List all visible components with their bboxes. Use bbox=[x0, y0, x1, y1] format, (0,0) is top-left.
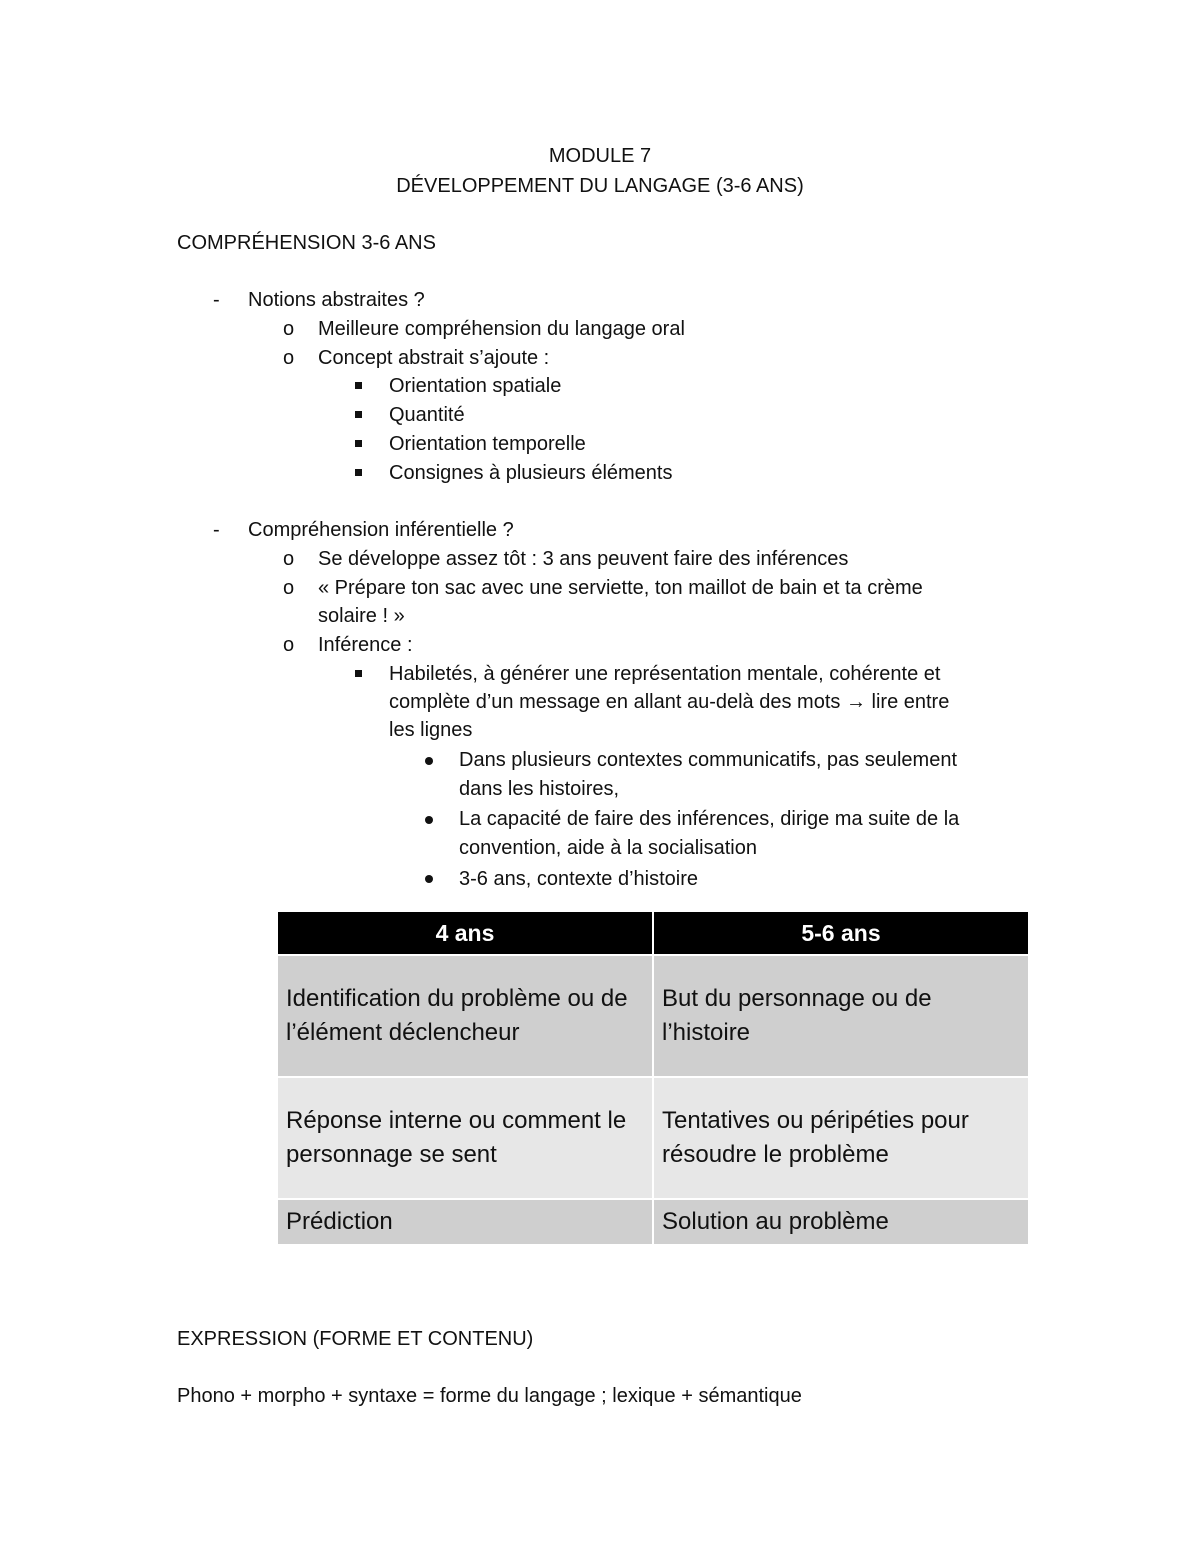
comprehension-inferentielle-label: Compréhension inférentielle ? bbox=[248, 519, 514, 541]
square-bullet-icon bbox=[355, 382, 362, 389]
table-cell: Tentatives ou péripéties pour résoudre le problème bbox=[653, 1077, 1028, 1199]
list-item: La capacité de faire des inférences, dirige ma suite de la bbox=[459, 808, 960, 830]
table-cell: But du personnage ou de l’histoire bbox=[653, 955, 1028, 1077]
round-bullet-icon bbox=[425, 757, 433, 765]
module-number: MODULE 7 bbox=[548, 145, 652, 167]
table-header-row bbox=[278, 912, 1028, 955]
circle-bullet: o bbox=[283, 634, 295, 656]
dash-bullet: - bbox=[213, 289, 220, 311]
list-item: 3-6 ans, contexte d’histoire bbox=[459, 868, 699, 890]
quote-line-2: solaire ! » bbox=[318, 605, 405, 627]
definition-line-1: Habiletés, à générer une représentation mentale, cohérente et bbox=[389, 663, 941, 685]
circle-bullet: o bbox=[283, 347, 295, 369]
table-row bbox=[278, 1077, 1028, 1199]
list-item: Consignes à plusieurs éléments bbox=[389, 462, 673, 484]
table-row bbox=[278, 955, 1028, 1077]
dash-bullet: - bbox=[213, 519, 220, 541]
table-cell: Réponse interne ou comment le personnage se sent bbox=[278, 1077, 653, 1199]
round-bullet-icon bbox=[425, 816, 433, 824]
table-row bbox=[278, 1199, 1028, 1244]
definition-text: complète d’un message en allant au-delà des mots bbox=[389, 691, 841, 713]
square-bullet-icon bbox=[355, 411, 362, 418]
quote-line-1: « Prépare ton sac avec une serviette, ton maillot de bain et ta crème bbox=[318, 577, 923, 599]
table-cell: Solution au problème bbox=[653, 1199, 1028, 1244]
round-bullet-icon bbox=[425, 875, 433, 883]
square-bullet-icon bbox=[355, 440, 362, 447]
document-title: DÉVELOPPEMENT DU LANGAGE (3-6 ANS) bbox=[396, 175, 804, 197]
definition-line-3: les lignes bbox=[389, 719, 473, 741]
arrow-right-icon: → bbox=[845, 691, 866, 713]
list-item-continued: dans les histoires, bbox=[459, 778, 620, 800]
square-bullet-icon bbox=[355, 469, 362, 476]
list-item: Se développe assez tôt : 3 ans peuvent faire des inférences bbox=[318, 548, 849, 570]
list-item: Orientation spatiale bbox=[389, 375, 562, 397]
table-cell: Prédiction bbox=[278, 1199, 653, 1244]
circle-bullet: o bbox=[283, 577, 295, 599]
definition-text: lire entre bbox=[871, 691, 950, 713]
list-item: Dans plusieurs contextes communicatifs, pas seulement bbox=[459, 749, 958, 771]
table-header-cell: 5-6 ans bbox=[653, 912, 1028, 955]
comprehension-heading: COMPRÉHENSION 3-6 ANS bbox=[177, 232, 436, 254]
notions-abstraites-label: Notions abstraites ? bbox=[248, 289, 425, 311]
list-item: Inférence : bbox=[318, 634, 413, 656]
list-item: Meilleure compréhension du langage oral bbox=[318, 318, 685, 340]
square-bullet-icon bbox=[355, 670, 362, 677]
expression-heading: EXPRESSION (FORME ET CONTENU) bbox=[177, 1328, 534, 1350]
circle-bullet: o bbox=[283, 318, 295, 340]
expression-text: Phono + morpho + syntaxe = forme du langage ; lexique + sémantique bbox=[177, 1385, 802, 1407]
list-item: Concept abstrait s’ajoute : bbox=[318, 347, 550, 369]
table-header-cell: 4 ans bbox=[278, 912, 653, 955]
table-cell: Identification du problème ou de l’élément déclencheur bbox=[278, 955, 653, 1077]
definition-line-2 bbox=[389, 688, 949, 716]
list-item-continued: convention, aide à la socialisation bbox=[459, 837, 757, 859]
story-structure-table bbox=[278, 912, 1028, 1244]
circle-bullet: o bbox=[283, 548, 295, 570]
list-item: Orientation temporelle bbox=[389, 433, 586, 455]
list-item: Quantité bbox=[389, 404, 465, 426]
